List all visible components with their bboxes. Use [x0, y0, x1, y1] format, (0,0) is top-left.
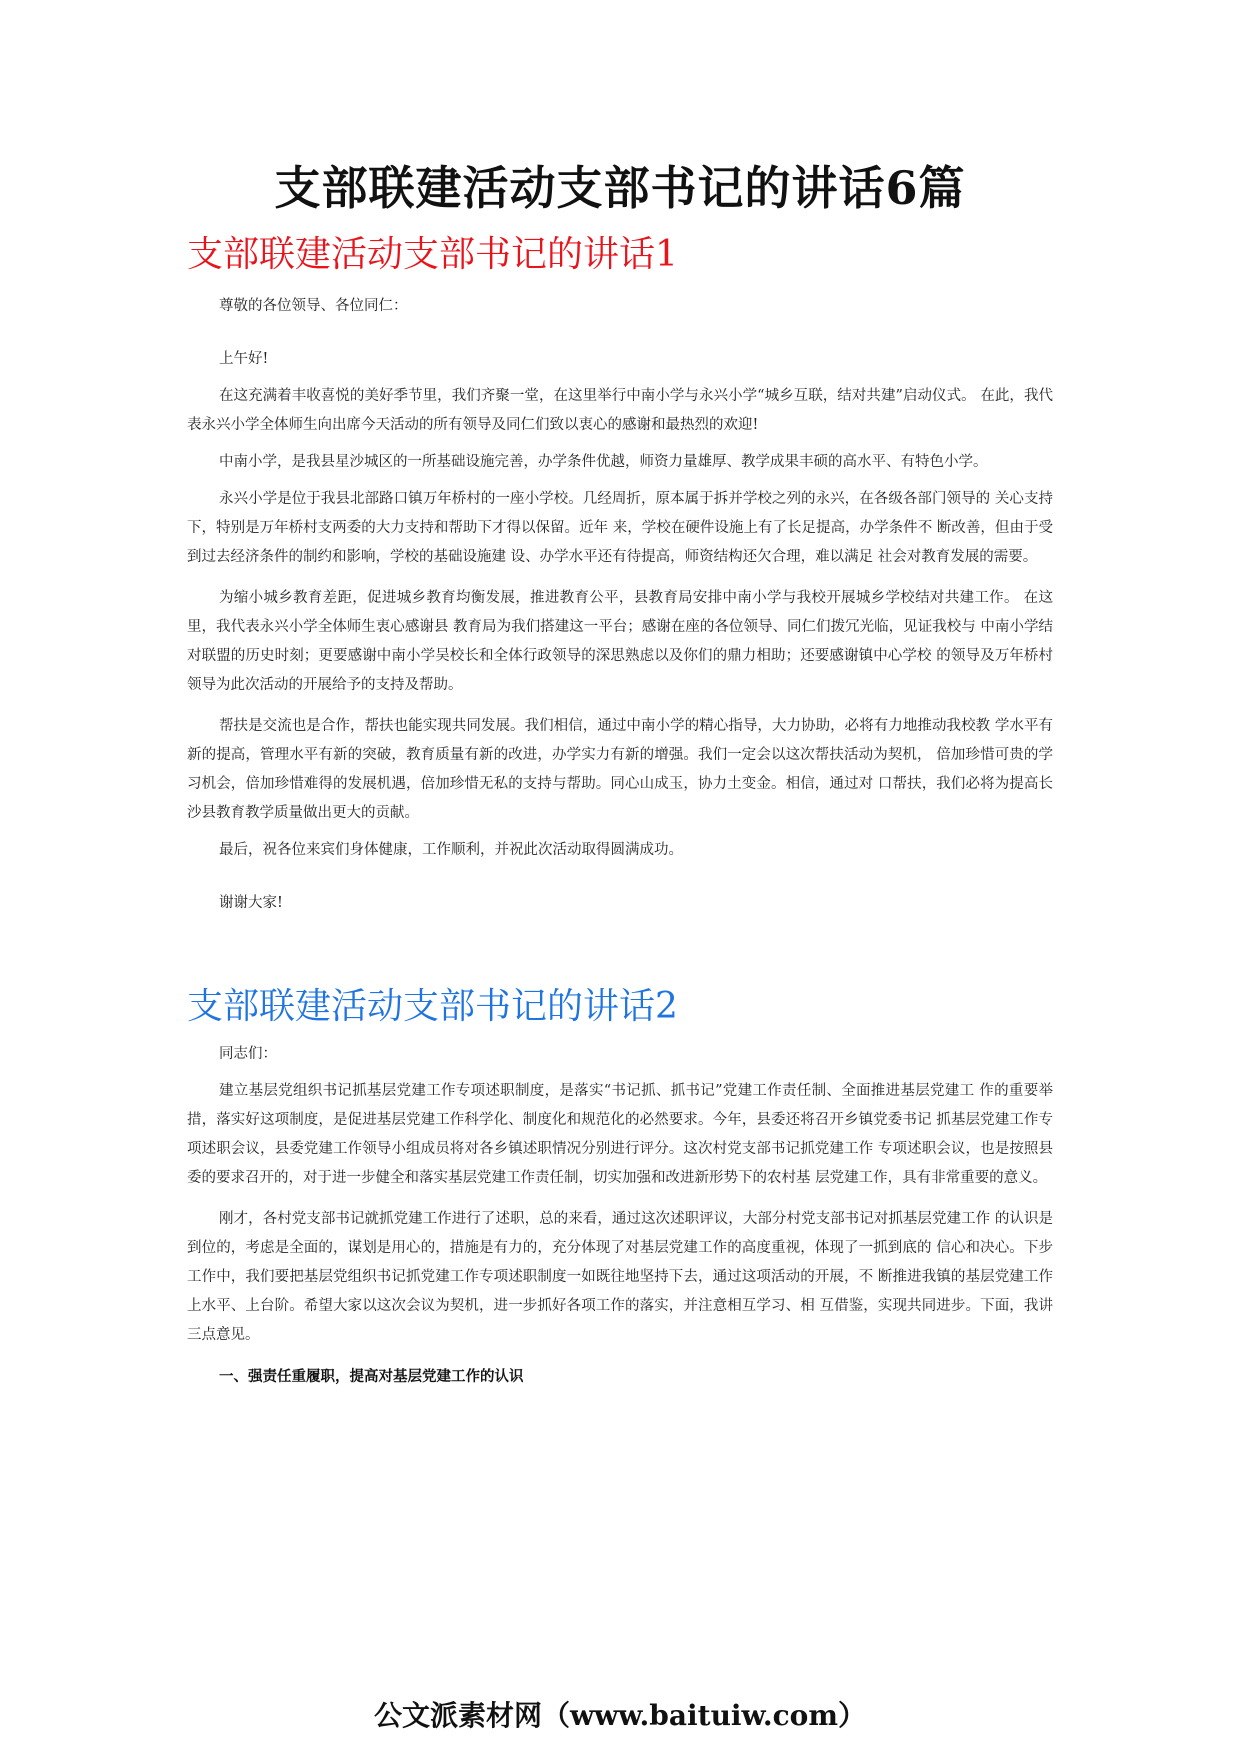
paragraph: 在这充满着丰收喜悦的美好季节里，我们齐聚一堂，在这里举行中南小学与永兴小学“城乡互联，结对共建”启动仪式。 在此，我代表永兴小学全体师生向出席今天活动的所有领导及同仁们致以衷心的感谢和最热烈的欢迎! [187, 388, 1053, 433]
section-2-heading: 支部联建活动支部书记的讲话2 [187, 986, 678, 1027]
subheading: 一、强责任重履职，提高对基层党建工作的认识 [219, 1368, 524, 1385]
salutation: 同志们： [219, 1046, 277, 1062]
paragraph: 刚才，各村党支部书记就抓党建工作进行了述职，总的来看，通过这次述职评议，大部分村党支部书记对抓基层党建工作 的认识是到位的，考虑是全面的，谋划是用心的，措施是有力的，充分体现了对基层党建工作的高度重视，体现了一抓到底的 信心和决心。下步工作中，我们要把基层党组织书记抓党建工作专项述职制度一如既往地坚持下去，通过这项活动的开展，不 断推进我镇的基层党建工作上水平、上台阶。希望大家以这次会议为契机，进一步抓好各项工作的落实，并注意相互学习、相 互借鉴，实现共同进步。下面，我讲三点意见。 [187, 1211, 1053, 1343]
salutation: 尊敬的各位领导、各位同仁： [219, 298, 408, 314]
section-1-heading: 支部联建活动支部书记的讲话1 [187, 234, 678, 275]
paragraph: 最后，祝各位来宾们身体健康，工作顺利，并祝此次活动取得圆满成功。 [219, 842, 683, 858]
greeting: 上午好! [219, 351, 269, 367]
paragraph: 中南小学，是我县星沙城区的一所基础设施完善，办学条件优越，师资力量雄厚、教学成果丰硕的高水平、有特色小学。 [219, 454, 988, 470]
paragraph: 为缩小城乡教育差距，促进城乡教育均衡发展，推进教育公平，县教育局安排中南小学与我校开展城乡学校结对共建工作。 在这里，我代表永兴小学全体师生衷心感谢县 教育局为我们搭建这一平台；感谢在座的各位领导、同仁们拨冗光临，见证我校与 中南小学结对联盟的历史时刻；更要感谢中南小学吴校长和全体行政领导的深思熟虑以及你们的鼎力相助；还要感谢镇中心学校 的领导及万年桥村领导为此次活动的开展给予的支持及帮助。 [187, 590, 1053, 693]
document-title: 支部联建活动支部书记的讲话6篇 [274, 161, 966, 215]
paragraph: 建立基层党组织书记抓基层党建工作专项述职制度，是落实“书记抓、抓书记”党建工作责任制、全面推进基层党建工 作的重要举措，落实好这项制度，是促进基层党建工作科学化、制度化和规范化的必然要求。今年，县委还将召开乡镇党委书记 抓基层党建工作专项述职会议，县委党建工作领导小组成员将对各乡镇述职情况分别进行评分。这次村党支部书记抓党建工作 专项述职会议，也是按照县委的要求召开的，对于进一步健全和落实基层党建工作责任制，切实加强和改进新形势下的农村基 层党建工作，具有非常重要的意义。 [187, 1083, 1053, 1186]
paragraph: 帮扶是交流也是合作，帮扶也能实现共同发展。我们相信，通过中南小学的精心指导，大力协助，必将有力地推动我校教 学水平有新的提高，管理水平有新的突破，教育质量有新的改进，办学实力有新的增强。我们一定会以这次帮扶活动为契机， 倍加珍惜可贵的学习机会，倍加珍惜难得的发展机遇，倍加珍惜无私的支持与帮助。同心山成玉，协力土变金。相信，通过对 口帮扶，我们必将为提高长沙县教育教学质量做出更大的贡献。 [187, 718, 1053, 821]
section-2-body [187, 1040, 1053, 1391]
closing-thanks: 谢谢大家! [219, 895, 283, 911]
paragraph: 永兴小学是位于我县北部路口镇万年桥村的一座小学校。几经周折，原本属于拆并学校之列的永兴，在各级各部门领导的 关心支持下，特别是万年桥村支两委的大力支持和帮助下才得以保留。近年 来，学校在硬件设施上有了长足提高，办学条件不 断改善，但由于受到过去经济条件的制约和影响，学校的基础设施建 设、办学水平还有待提高，师资结构还欠合理，难以满足 社会对教育发展的需要。 [187, 491, 1053, 565]
section-1-body [187, 292, 1053, 918]
footer-source: 公文派素材网（www.baituiw.com） [374, 1699, 866, 1732]
